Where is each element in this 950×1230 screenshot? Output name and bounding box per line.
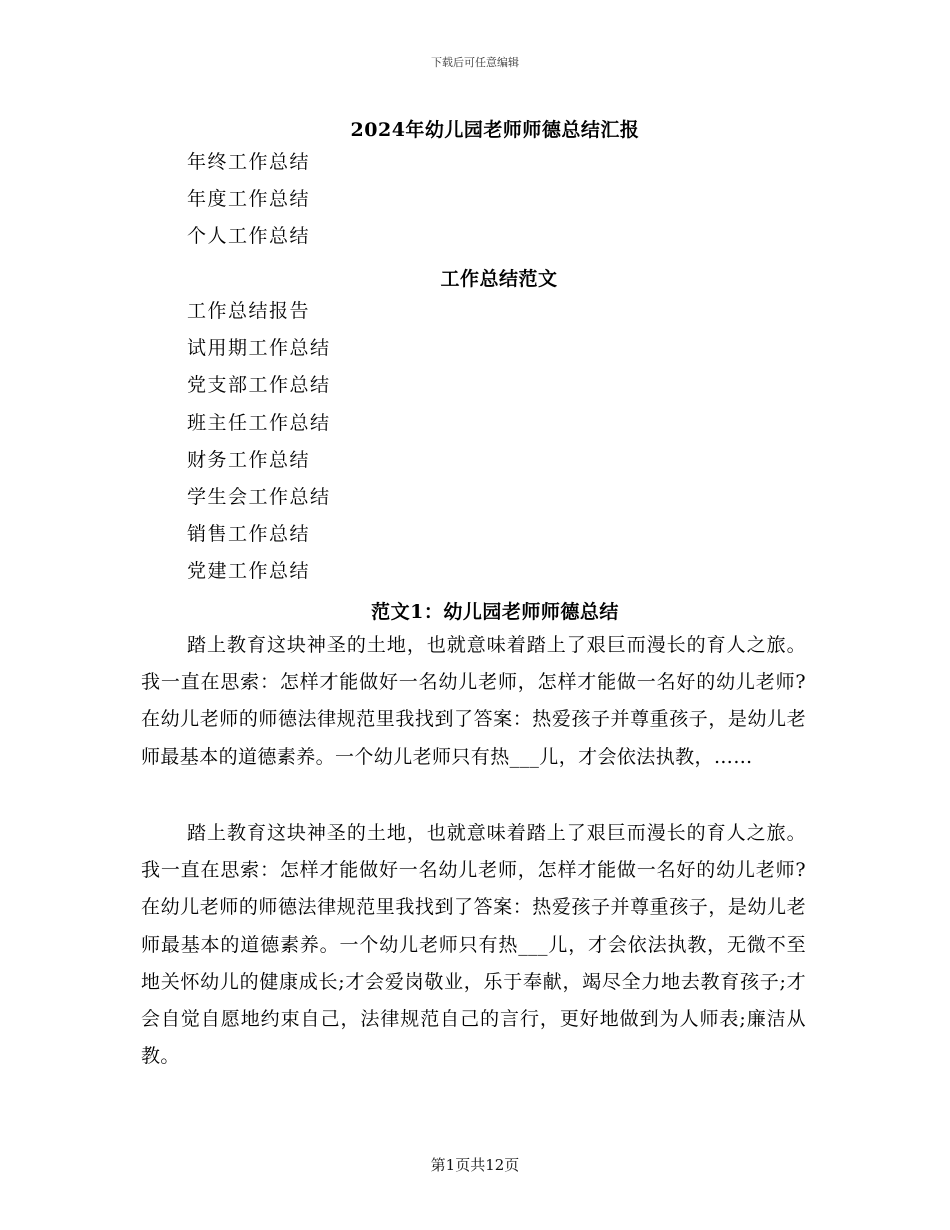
list-item: 年度工作总结 [187,188,311,211]
related-list-1 [187,144,310,256]
header-note: 下载后可任意编辑 [431,56,519,69]
related-list-2 [187,293,331,591]
list-item: 销售工作总结 [187,523,311,546]
list-item: 年终工作总结 [187,151,311,173]
body-paragraph: 踏上教育这块神圣的土地，也就意味着踏上了艰巨而漫长的育人之旅。我一直在思索：怎样才能做好一名幼儿老师，怎样才能做一名好的幼儿老师?在幼儿老师的师德法律规范里我找到了答案：热爱孩子并尊重孩子，是幼儿老师最基本的道德素养。一个幼儿老师只有热___儿，才会依法执教，…… [141,634,806,768]
document-title: 2024年幼儿园老师师德总结汇报 [350,119,640,141]
page-indicator: 第1页共12页 [430,1156,520,1174]
list-item: 个人工作总结 [187,225,311,248]
list-item: 党支部工作总结 [187,374,331,397]
list-item: 财务工作总结 [187,448,311,471]
list-item: 班主任工作总结 [187,411,331,434]
sample-title: 范文1：幼儿园老师师德总结 [371,601,619,623]
list-item: 学生会工作总结 [187,485,331,508]
body-paragraph: 踏上教育这块神圣的土地，也就意味着踏上了艰巨而漫长的育人之旅。我一直在思索：怎样才能做好一名幼儿老师，怎样才能做一名好的幼儿老师?在幼儿老师的师德法律规范里我找到了答案：热爱孩子并尊重孩子，是幼儿老师最基本的道德素养。一个幼儿老师只有热___儿，才会依法执教，无微不至地关怀幼儿的健康成长;才会爱岗敬业，乐于奉献，竭尽全力地去教育孩子;才会自觉自愿地约束自己，法律规范自己的言行，更好地做到为人师表;廉洁从教。 [141,822,806,1068]
list-item: 试用期工作总结 [187,337,331,360]
section-title: 工作总结范文 [440,268,558,290]
list-item: 工作总结报告 [187,300,311,322]
list-item: 党建工作总结 [187,560,311,583]
